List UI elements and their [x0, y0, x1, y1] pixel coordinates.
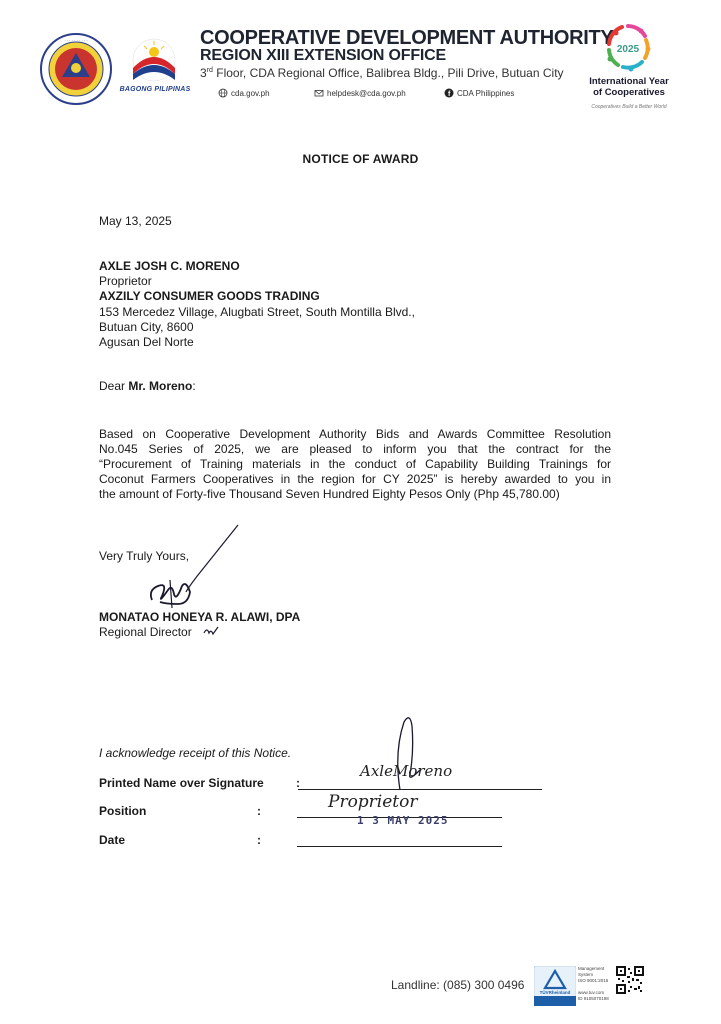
- org-region: REGION XIII EXTENSION OFFICE: [200, 47, 446, 64]
- signatory-name: MONATAO HONEYA R. ALAWI, DPA: [99, 610, 301, 624]
- iyc-2025-logo: [605, 22, 651, 74]
- body-line: “Procurement of Training materials in the conduct of Capability Building Trainings for: [99, 457, 611, 471]
- cda-seal-logo: [40, 33, 112, 105]
- recipient-position: Proprietor: [99, 274, 152, 288]
- website-text: cda.gov.ph: [231, 88, 270, 98]
- document-title: NOTICE OF AWARD: [302, 152, 419, 166]
- recipient-address-line-3: Agusan Del Norte: [99, 335, 194, 349]
- bagong-pilipinas-text: BAGONG PILIPINAS: [119, 86, 191, 93]
- contact-facebook: [444, 88, 514, 98]
- email-icon: [314, 88, 324, 98]
- org-name: COOPERATIVE DEVELOPMENT AUTHORITY: [200, 27, 614, 49]
- closing: Very Truly Yours,: [99, 549, 190, 563]
- recipient-signature: [380, 712, 440, 792]
- position-colon: :: [257, 804, 261, 818]
- iyc-tagline: Cooperatives Build a Better World: [591, 104, 667, 110]
- body-line: the amount of Forty-five Thousand Seven Hundred Eighty Pesos Only (Php 45,780.00): [99, 487, 560, 501]
- body-line: Based on Cooperative Development Authority Bids and Awards Committee Resolution: [99, 427, 611, 441]
- recipient-address-line-2: Butuan City, 8600: [99, 320, 194, 334]
- date-label: Date: [99, 833, 126, 847]
- salutation: Dear Mr. Moreno:: [99, 379, 196, 393]
- svg-text:f: f: [448, 91, 451, 98]
- facebook-text: CDA Philippines: [457, 88, 515, 98]
- email-text: helpdesk@cda.gov.ph: [327, 88, 406, 98]
- qr-code-icon: [616, 966, 644, 994]
- acknowledgment-statement: I acknowledge receipt of this Notice.: [99, 746, 292, 760]
- handwritten-position: Proprietor: [328, 792, 418, 812]
- recipient-address-line-1: 153 Mercedez Village, Alugbati Street, South Montilla Blvd.,: [99, 305, 415, 319]
- position-label: Position: [99, 804, 147, 818]
- director-signature: [138, 520, 248, 615]
- landline-number: Landline: (085) 300 0496: [391, 978, 525, 992]
- certification-details: Management System ISO 9001:2015 www.tuv.com ID 9105070198: [578, 966, 609, 1001]
- iyc-year: 2025: [616, 44, 640, 55]
- date-received-stamp: 1 3 MAY 2025: [357, 814, 449, 827]
- date-line: [297, 846, 502, 847]
- printed-name-colon: :: [296, 776, 300, 790]
- tuv-label: TÜVRheinland: [539, 990, 571, 995]
- globe-icon: [218, 88, 228, 98]
- tuv-certification-logo: [534, 966, 576, 1006]
- contact-email: [314, 88, 406, 98]
- svg-text:· · · · · · · · · ·: · · · · · · · · · ·: [64, 38, 88, 43]
- recipient-company: AXZILY CONSUMER GOODS TRADING: [99, 289, 320, 303]
- recipient-name: AXLE JOSH C. MORENO: [99, 259, 240, 273]
- contact-website: [218, 88, 270, 98]
- letter-date: May 13, 2025: [99, 214, 172, 228]
- bagong-pilipinas-logo: [125, 38, 183, 86]
- facebook-icon: [444, 88, 454, 98]
- org-address: 3rd Floor, CDA Regional Office, Balibrea Bldg., Pili Drive, Butuan City: [200, 66, 564, 80]
- body-paragraph: [99, 427, 611, 502]
- iyc-title: International Year of Cooperatives: [589, 76, 669, 98]
- date-colon: :: [257, 833, 261, 847]
- signatory-title: Regional Director: [99, 625, 192, 639]
- body-line: Coconut Farmers Cooperatives in the region for CY 2025” is hereby awarded to you in: [99, 472, 611, 486]
- handwritten-name: AxleMoreno: [360, 762, 453, 780]
- initials-mark: [203, 625, 219, 637]
- body-line: No.045 Series of 2025, we are pleased to inform you that the contract for the: [99, 442, 611, 456]
- printed-name-label: Printed Name over Signature: [99, 776, 264, 790]
